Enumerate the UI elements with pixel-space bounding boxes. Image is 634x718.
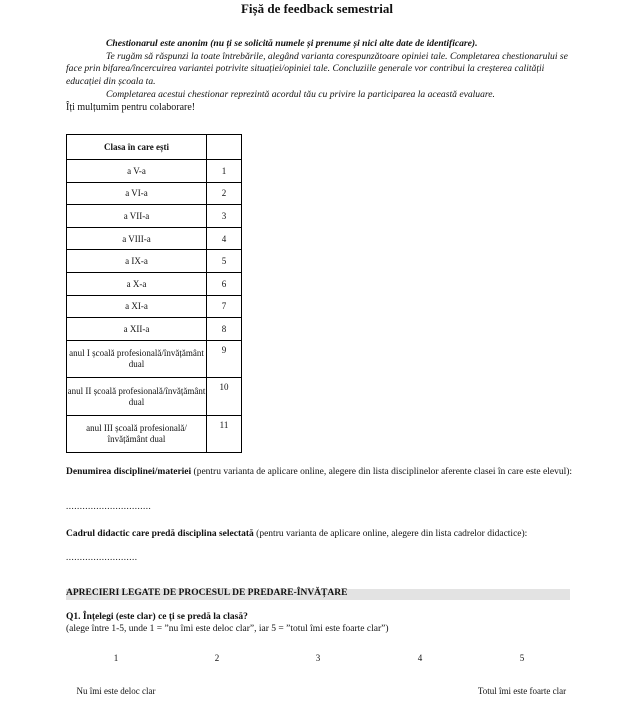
class-option-label: a XI-a — [67, 295, 207, 318]
discipline-label — [66, 466, 576, 479]
class-selection-table — [66, 134, 242, 453]
class-option-row[interactable] — [67, 160, 242, 183]
class-table-header: Clasa în care ești — [67, 135, 207, 160]
class-option-label: a VI-a — [67, 182, 207, 205]
class-option-row[interactable] — [67, 340, 242, 378]
class-option-number[interactable]: 6 — [207, 272, 242, 295]
class-option-number[interactable]: 10 — [207, 378, 242, 416]
class-option-number[interactable]: 11 — [207, 415, 242, 453]
class-option-row[interactable] — [67, 415, 242, 453]
class-option-label: a XII-a — [67, 318, 207, 341]
q1-scale-option-4[interactable]: 4 — [417, 653, 423, 663]
class-option-label: anul III școală profesională/învățământ dual — [67, 415, 207, 453]
class-option-label: a IX-a — [67, 250, 207, 273]
q1-scale-option-2[interactable]: 2 — [214, 653, 220, 663]
teacher-label-bold: Cadrul didactic care predă disciplina selectată — [66, 529, 254, 539]
class-option-number[interactable]: 4 — [207, 227, 242, 250]
class-option-label: a VII-a — [67, 205, 207, 228]
class-option-label: a V-a — [67, 160, 207, 183]
q1-hint: (alege între 1-5, unde 1 = ”nu îmi este deloc clar”, iar 5 = ”totul îmi este foarte clar”) — [66, 624, 389, 634]
class-option-row[interactable] — [67, 378, 242, 416]
q1-high-anchor-label: Totul îmi este foarte clar — [477, 686, 567, 696]
instructions-paragraph: Te rugăm să răspunzi la toate întrebările, alegând varianta corespunzătoare opiniei tale. Completarea chestionarului se face prin bifarea/încercuirea variantei potrivite situației/opiniei tale. Concluziile generale vor contribui la creșterea calității educației din școala ta. — [66, 51, 568, 87]
q1-question: Q1. Înțelegi (este clar) ce ți se predă la clasă? — [66, 612, 248, 622]
discipline-label-note: (pentru varianta de aplicare online, alegere din lista disciplinelor aferente clasei în care este elevul): — [191, 467, 573, 477]
class-option-label: a X-a — [67, 272, 207, 295]
consent-paragraph: Completarea acestui chestionar reprezintă acordul tău cu privire la participarea la această evaluare. — [106, 89, 495, 100]
q1-scale-option-1[interactable]: 1 — [113, 653, 119, 663]
class-option-row[interactable] — [67, 182, 242, 205]
discipline-label-bold: Denumirea disciplinei/materiei — [66, 467, 192, 477]
class-option-label: anul I școală profesională/învățământ dual — [67, 340, 207, 378]
class-option-number[interactable]: 8 — [207, 318, 242, 341]
anonymity-note: Chestionarul este anonim (nu ți se solicită numele și prenume și nici alte date de identificare). — [106, 38, 478, 49]
class-option-number[interactable]: 5 — [207, 250, 242, 273]
teacher-label-note: (pentru varianta de aplicare online, alegere din lista cadrelor didactice): — [253, 529, 528, 539]
class-option-row[interactable] — [67, 227, 242, 250]
class-option-row[interactable] — [67, 250, 242, 273]
class-option-number[interactable]: 9 — [207, 340, 242, 378]
class-table-header-empty — [207, 135, 242, 160]
section-title: APRECIERI LEGATE DE PROCESUL DE PREDARE-ÎNVĂȚARE — [66, 588, 348, 598]
class-option-number[interactable]: 1 — [207, 160, 242, 183]
class-option-row[interactable] — [67, 318, 242, 341]
class-table-header-row — [67, 135, 242, 160]
teacher-label — [66, 528, 576, 541]
q1-scale-option-3[interactable]: 3 — [315, 653, 321, 663]
class-option-label: anul II școală profesională/învățământ dual — [67, 378, 207, 416]
class-option-number[interactable]: 2 — [207, 182, 242, 205]
discipline-answer-field[interactable]: ............................... — [66, 501, 152, 511]
class-option-row[interactable] — [67, 272, 242, 295]
page-title: Fișă de feedback semestrial — [240, 1, 393, 16]
teacher-answer-field[interactable]: .......................... — [66, 552, 138, 562]
class-option-label: a VIII-a — [67, 227, 207, 250]
class-option-row[interactable] — [67, 205, 242, 228]
class-option-number[interactable]: 3 — [207, 205, 242, 228]
thanks-line: Îți mulțumim pentru colaborare! — [66, 102, 196, 113]
q1-low-anchor-label: Nu îmi este deloc clar — [76, 686, 156, 696]
class-option-number[interactable]: 7 — [207, 295, 242, 318]
class-option-row[interactable] — [67, 295, 242, 318]
q1-scale-option-5[interactable]: 5 — [519, 653, 525, 663]
